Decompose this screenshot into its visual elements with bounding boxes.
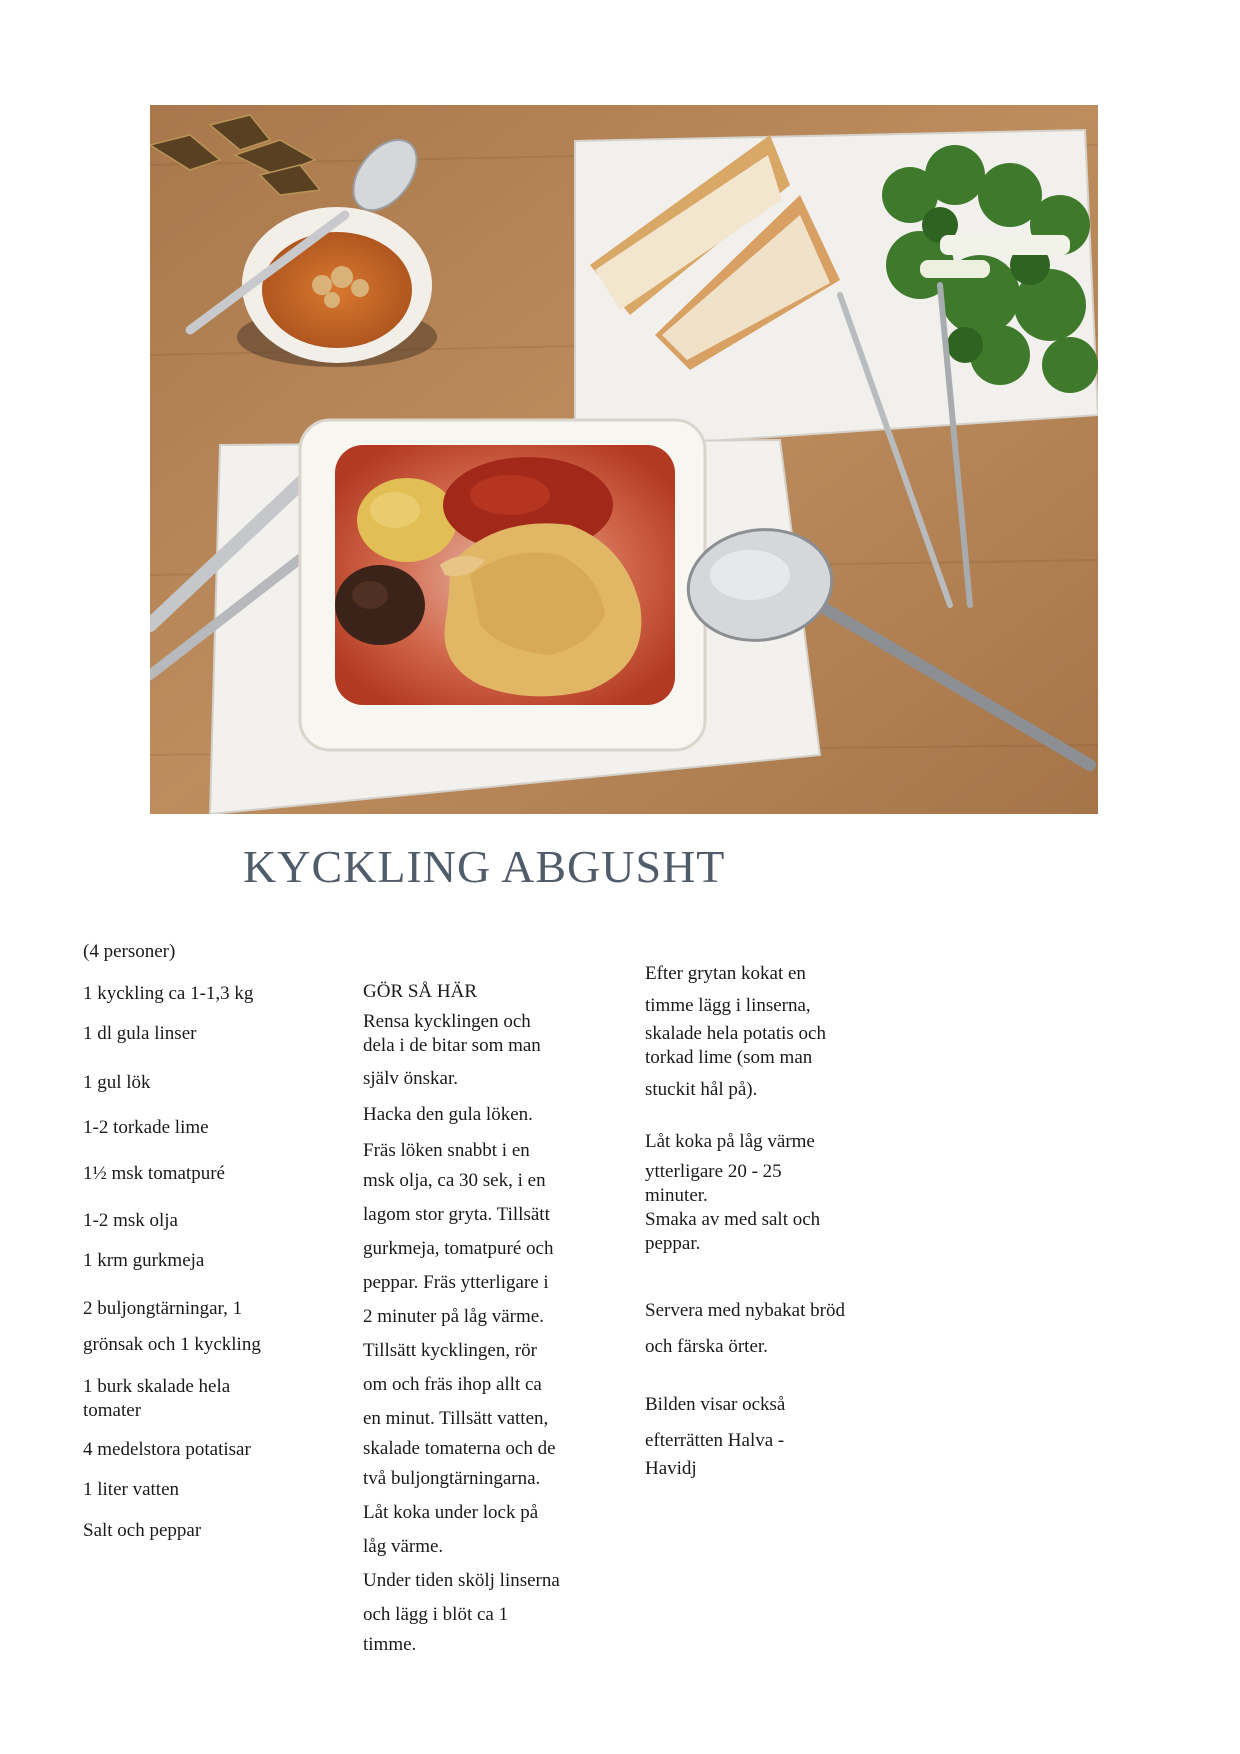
method-heading: GÖR SÅ HÄR: [363, 981, 478, 1002]
method-line: Rensa kycklingen och: [363, 1011, 531, 1032]
method-line: Smaka av med salt och: [645, 1209, 821, 1230]
ingredient-item: 1 gul lök: [83, 1072, 151, 1093]
method-line: Bilden visar också: [645, 1394, 786, 1415]
method-line: Fräs löken snabbt i en: [363, 1140, 530, 1161]
method-line: peppar.: [645, 1233, 701, 1254]
method-line: dela i de bitar som man: [363, 1035, 541, 1056]
method-line: timme lägg i linserna,: [645, 995, 811, 1016]
method-line: och färska örter.: [645, 1336, 768, 1357]
method-line: efterrätten Halva -: [645, 1430, 785, 1451]
method-line: lagom stor gryta. Tillsätt: [363, 1204, 550, 1225]
method-line: Tillsätt kycklingen, rör: [363, 1340, 537, 1361]
method-line: timme.: [363, 1634, 417, 1655]
ingredient-item: grönsak och 1 kyckling: [83, 1334, 261, 1355]
method-line: Under tiden skölj linserna: [363, 1570, 560, 1591]
method-line: Hacka den gula löken.: [363, 1104, 533, 1125]
method-line: 2 minuter på låg värme.: [363, 1306, 544, 1327]
recipe-title: KYCKLING ABGUSHT: [243, 841, 726, 892]
method-line: själv önskar.: [363, 1068, 458, 1089]
method-line: Låt koka på låg värme: [645, 1131, 815, 1152]
ingredient-item: Salt och peppar: [83, 1520, 202, 1541]
method-line: två buljongtärningarna.: [363, 1468, 541, 1489]
method-line: Efter grytan kokat en: [645, 963, 806, 984]
method-line: Servera med nybakat bröd: [645, 1300, 845, 1321]
method-line: en minut. Tillsätt vatten,: [363, 1408, 549, 1429]
ingredient-item: 1 burk skalade hela: [83, 1376, 231, 1397]
ingredient-item: tomater: [83, 1400, 142, 1421]
method-line: ytterligare 20 - 25: [645, 1161, 782, 1182]
method-line: Havidj: [645, 1458, 697, 1479]
ingredient-item: 1 liter vatten: [83, 1479, 180, 1500]
ingredients-column: [83, 940, 323, 1543]
method-line: msk olja, ca 30 sek, i en: [363, 1170, 546, 1191]
method-line: skalade tomaterna och de: [363, 1438, 556, 1459]
method-line: minuter.: [645, 1185, 708, 1206]
method-column: [363, 980, 603, 1657]
method-line: peppar. Fräs ytterligare i: [363, 1272, 549, 1293]
ingredient-item: 2 buljongtärningar, 1: [83, 1298, 243, 1319]
method-line: skalade hela potatis och: [645, 1023, 826, 1044]
ingredient-item: 1½ msk tomatpuré: [83, 1163, 225, 1184]
continuation-column: [645, 962, 885, 1481]
ingredient-item: 1 kyckling ca 1-1,3 kg: [83, 983, 254, 1004]
ingredient-item: 1-2 torkade lime: [83, 1117, 209, 1138]
method-line: om och fräs ihop allt ca: [363, 1374, 542, 1395]
servings: (4 personer): [83, 941, 176, 962]
method-line: och lägg i blöt ca 1: [363, 1604, 509, 1625]
ingredient-item: 1-2 msk olja: [83, 1210, 178, 1231]
method-line: stuckit hål på).: [645, 1079, 758, 1100]
ingredient-item: 1 krm gurkmeja: [83, 1250, 205, 1271]
method-line: Låt koka under lock på: [363, 1502, 539, 1523]
ingredient-item: 4 medelstora potatisar: [83, 1439, 251, 1460]
method-line: gurkmeja, tomatpuré och: [363, 1238, 554, 1259]
dish-photo: [150, 105, 1098, 814]
method-line: torkad lime (som man: [645, 1047, 813, 1068]
ingredient-item: 1 dl gula linser: [83, 1023, 197, 1044]
method-line: låg värme.: [363, 1536, 444, 1557]
